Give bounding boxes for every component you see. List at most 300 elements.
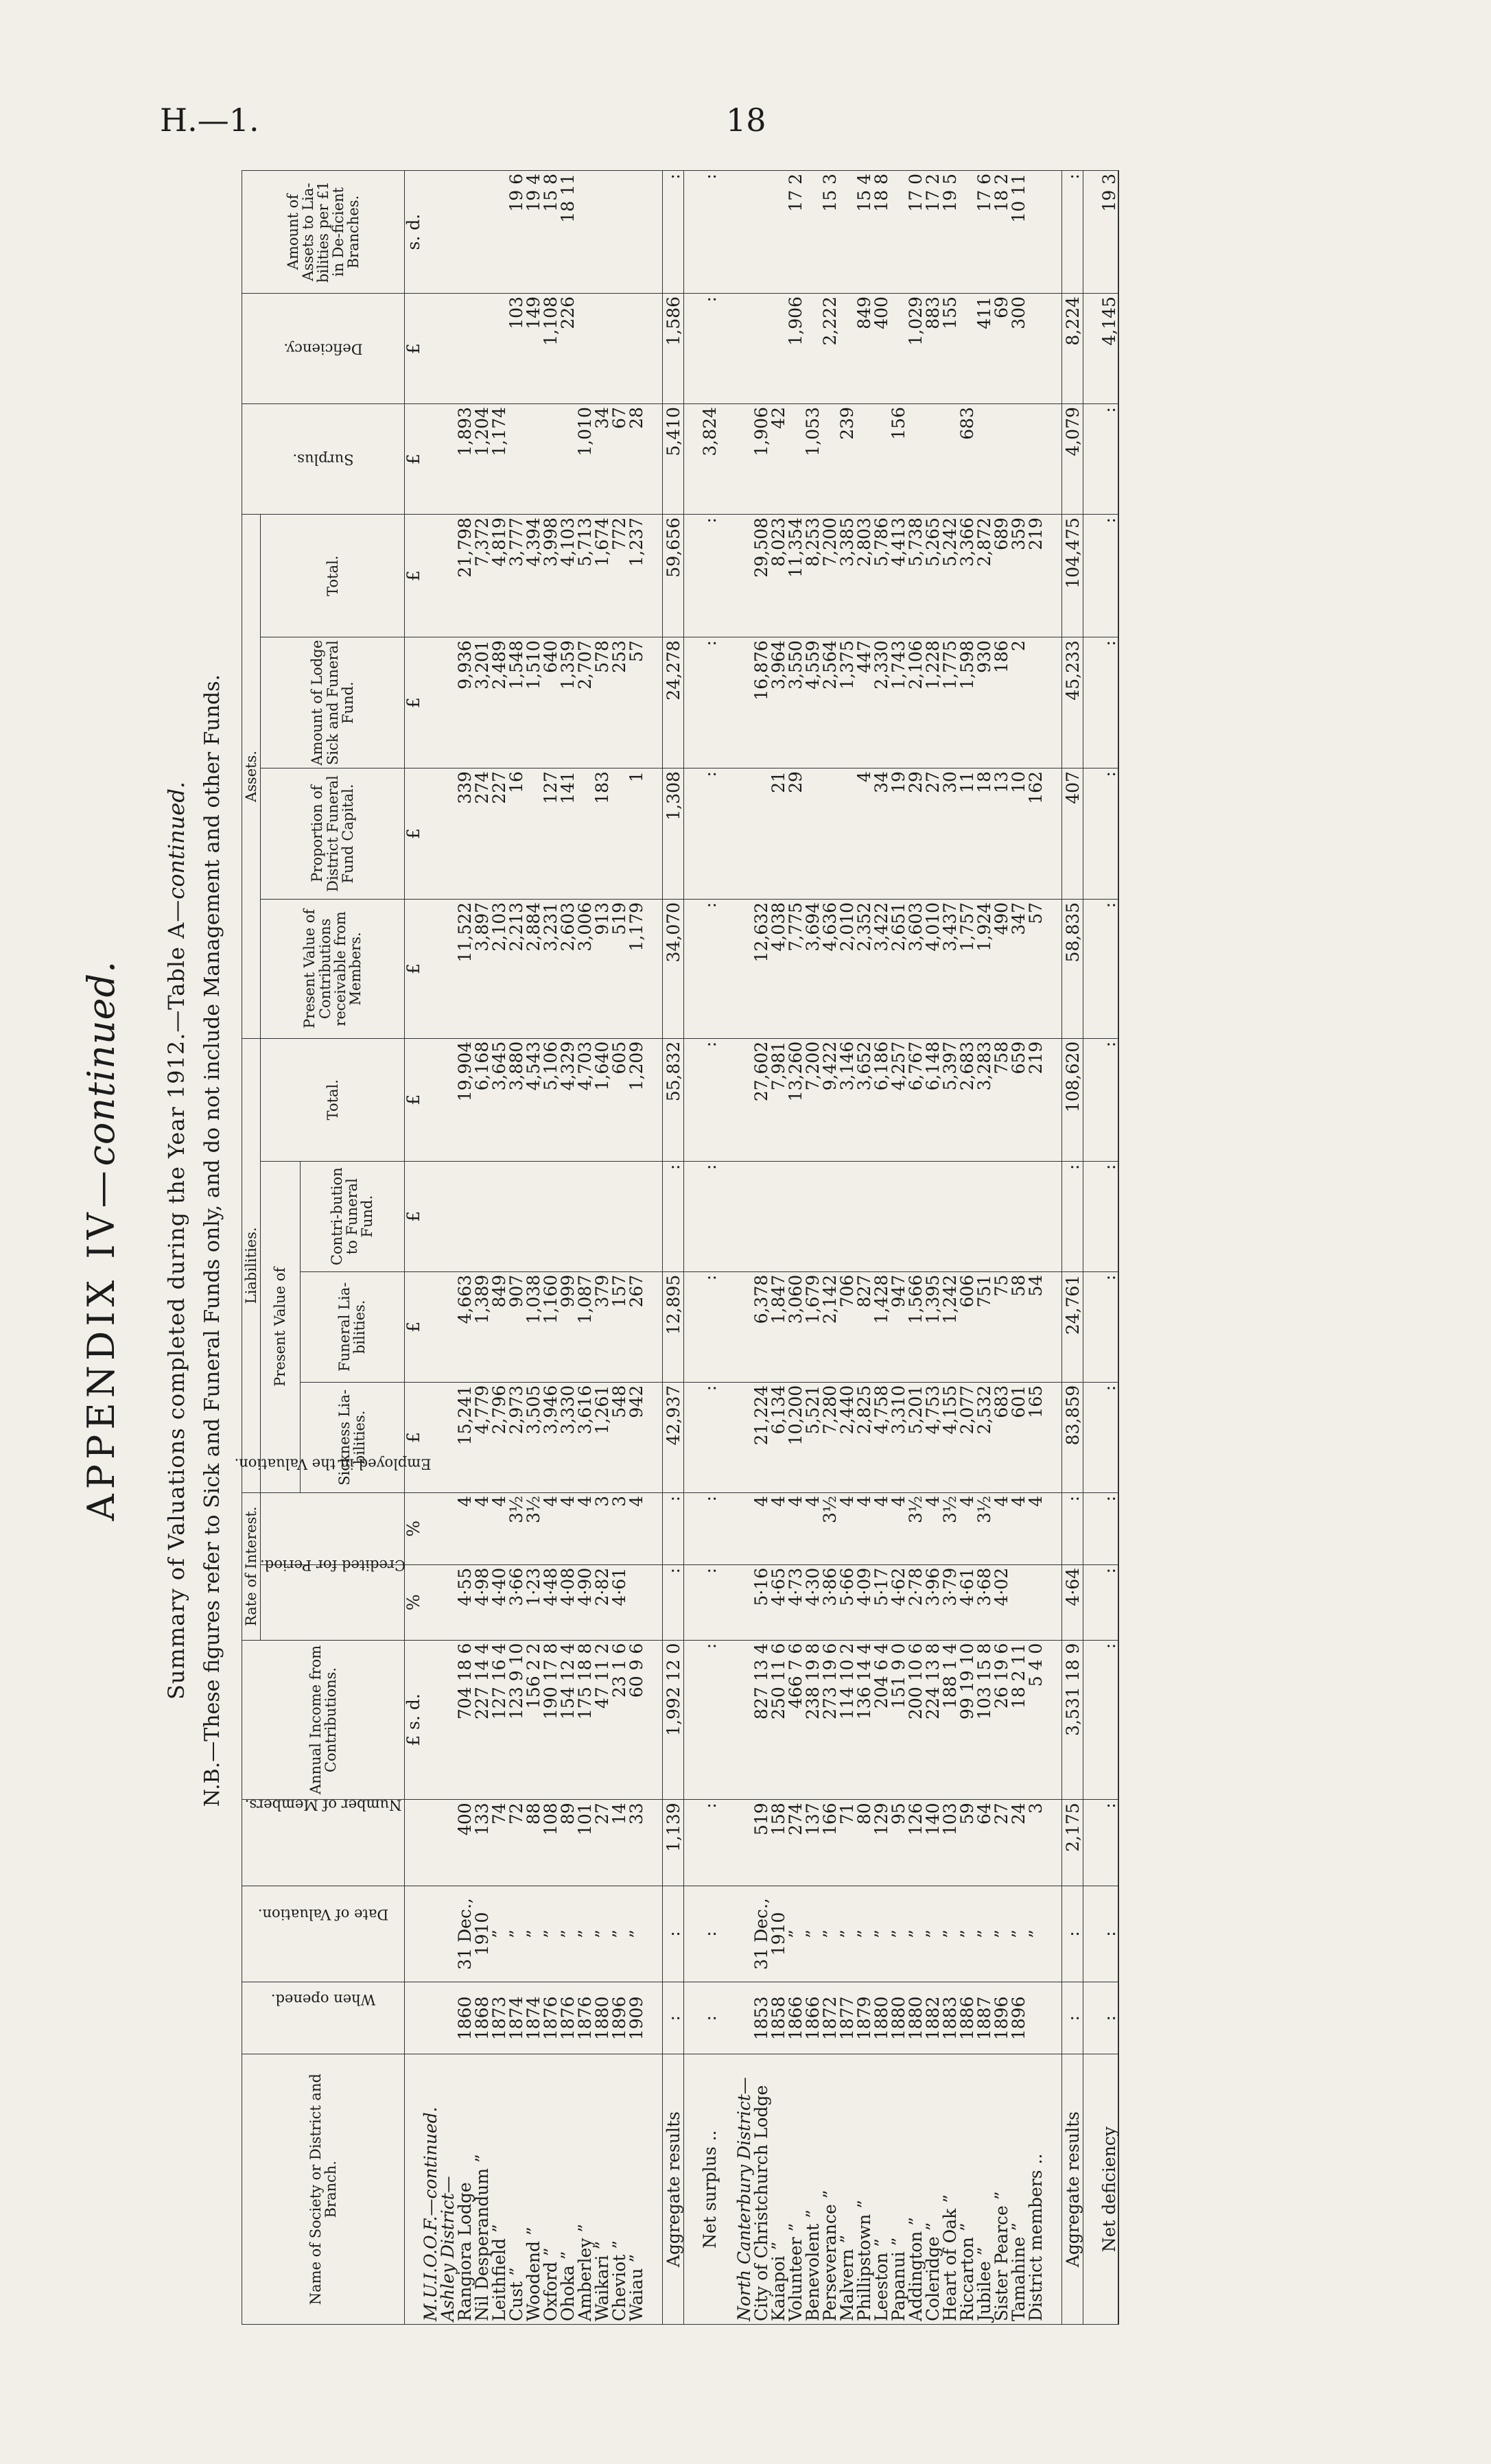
cell-assets-total: 1,674 — [594, 515, 611, 637]
cell-liab-total: 2,683 — [959, 1038, 976, 1161]
cell-members: 1,139 — [663, 1800, 684, 1886]
cell-district-funeral: 407 — [1062, 768, 1083, 900]
cell-contribution — [628, 1161, 645, 1271]
cell-employed — [684, 1492, 702, 1564]
cell-funeral: 1,038 — [525, 1271, 542, 1382]
cell-employed: 3 — [611, 1492, 628, 1564]
cell-assets-total: 359 — [1010, 515, 1027, 637]
cell-opened: : — [701, 1982, 718, 2054]
cell-surplus: 1,906 — [753, 404, 770, 515]
cell-district-funeral: 10 — [1010, 768, 1027, 900]
cell-district-funeral: 127 — [542, 768, 559, 900]
cell-contribution — [611, 1161, 628, 1271]
cell-pv-contrib: 3,231 — [542, 899, 559, 1038]
cell-name: Riccarton ” — [959, 2054, 976, 2325]
cell-name: Woodend ” — [525, 2054, 542, 2325]
table-row — [873, 171, 890, 2325]
unit-cell: % — [405, 1492, 423, 1564]
cell-name: Nil Desperandum ” — [473, 2054, 491, 2325]
cell-employed: 3 — [594, 1492, 611, 1564]
cell-income — [684, 1640, 702, 1800]
cell-surplus — [1044, 404, 1062, 515]
cell-assets-total: 5,265 — [924, 515, 941, 637]
cell-lodge-funds: : — [701, 637, 718, 768]
cell-employed: 3½ — [821, 1492, 838, 1564]
cell-ratio — [1027, 171, 1044, 294]
cell-members — [718, 1800, 736, 1886]
appendix-title-continued: continued. — [80, 960, 123, 1166]
cell-contribution — [753, 1161, 770, 1271]
cell-ratio — [959, 171, 976, 294]
cell-contribution — [684, 1161, 702, 1271]
cell-funeral — [736, 1271, 753, 1382]
cell-pv-contrib: 11,522 — [456, 899, 473, 1038]
cell-income: 1,992 12 0 — [663, 1640, 684, 1800]
cell-surplus — [976, 404, 993, 515]
header-rate: Rate of Interest. — [242, 1492, 261, 1640]
header-employed: Employed in the Valuation. — [261, 1492, 405, 1564]
unit-cell: £ — [405, 899, 423, 1038]
cell-liab-total — [718, 1038, 736, 1161]
table-row — [645, 171, 663, 2325]
cell-valdate: ” — [804, 1886, 821, 1982]
cell-district-funeral — [1044, 768, 1062, 900]
table-row — [684, 171, 702, 2325]
cell-assets-total: 59,656 — [663, 515, 684, 637]
cell-lodge-funds: 2,106 — [907, 637, 924, 768]
unit-cell — [405, 1800, 423, 1886]
cell-name — [1083, 2054, 1101, 2325]
cell-assets-total: 2,803 — [856, 515, 873, 637]
cell-liab-total — [736, 1038, 753, 1161]
cell-funeral: 6,378 — [753, 1271, 770, 1382]
cell-sickness: 5,201 — [907, 1382, 924, 1492]
cell-contribution — [736, 1161, 753, 1271]
cell-income: 114 10 2 — [838, 1640, 856, 1800]
cell-employed: : — [1101, 1492, 1118, 1564]
cell-surplus: : — [1101, 404, 1118, 515]
cell-name: Coleridge ” — [924, 2054, 941, 2325]
cell-deficiency: 1,029 — [907, 294, 924, 404]
cell-surplus — [542, 404, 559, 515]
cell-members: 71 — [838, 1800, 856, 1886]
cell-opened: 1874 — [525, 1982, 542, 2054]
cell-liab-total: 7,200 — [804, 1038, 821, 1161]
cell-deficiency — [456, 294, 473, 404]
cell-name: Cheviot ” — [611, 2054, 628, 2325]
rotated-table-page — [82, 156, 1427, 2325]
cell-employed: 3½ — [907, 1492, 924, 1564]
cell-pv-contrib: 57 — [1027, 899, 1044, 1038]
cell-employed — [1044, 1492, 1062, 1564]
cell-sickness — [439, 1382, 456, 1492]
cell-surplus: 1,174 — [491, 404, 508, 515]
cell-funeral — [1083, 1271, 1101, 1382]
cell-funeral: 1,087 — [576, 1271, 594, 1382]
cell-deficiency — [1083, 294, 1101, 404]
cell-employed: 4 — [856, 1492, 873, 1564]
cell-district-funeral — [838, 768, 856, 900]
cell-district-funeral — [821, 768, 838, 900]
cell-funeral: 706 — [838, 1271, 856, 1382]
cell-income: 151 9 0 — [890, 1640, 907, 1800]
cell-sickness: 7,280 — [821, 1382, 838, 1492]
cell-credited: 2·78 — [907, 1564, 924, 1640]
cell-ratio: 19 5 — [941, 171, 959, 294]
table-row — [559, 171, 576, 2325]
table-row — [736, 171, 753, 2325]
cell-ratio: 18 8 — [873, 171, 890, 294]
cell-credited: 3·66 — [508, 1564, 525, 1640]
cell-contribution: : — [701, 1161, 718, 1271]
cell-income — [1083, 1640, 1101, 1800]
cell-sickness: 165 — [1027, 1382, 1044, 1492]
table-row — [611, 171, 628, 2325]
cell-lodge-funds — [684, 637, 702, 768]
cell-name: District members .. — [1027, 2054, 1044, 2325]
unit-cell: £ — [405, 404, 423, 515]
table-note: N.B.—These figures refer to Sick and Funeral Funds only, and do not include Management and other Funds. — [200, 674, 224, 1807]
cell-ratio: : — [663, 171, 684, 294]
cell-income: 18 2 11 — [1010, 1640, 1027, 1800]
cell-surplus: 1,010 — [576, 404, 594, 515]
cell-opened — [1083, 1982, 1101, 2054]
header-liab-total: Total. — [261, 1038, 405, 1161]
valuation-table — [234, 170, 1120, 2325]
cell-opened: 1882 — [924, 1982, 941, 2054]
cell-name — [1044, 2054, 1062, 2325]
table-row — [594, 171, 611, 2325]
cell-employed — [736, 1492, 753, 1564]
cell-valdate: ” — [976, 1886, 993, 1982]
cell-district-funeral: 27 — [924, 768, 941, 900]
cell-deficiency — [645, 294, 663, 404]
cell-liab-total — [1083, 1038, 1101, 1161]
cell-contribution — [718, 1161, 736, 1271]
cell-members: 101 — [576, 1800, 594, 1886]
cell-liab-total: 108,620 — [1062, 1038, 1083, 1161]
unit-cell — [405, 1982, 423, 2054]
cell-deficiency: 300 — [1010, 294, 1027, 404]
cell-lodge-funds — [645, 637, 663, 768]
cell-pv-contrib: 2,010 — [838, 899, 856, 1038]
cell-opened: 1880 — [890, 1982, 907, 2054]
cell-pv-contrib — [439, 899, 456, 1038]
cell-lodge-funds: 3,201 — [473, 637, 491, 768]
unit-cell: £ — [405, 1271, 423, 1382]
cell-pv-contrib: : — [1101, 899, 1118, 1038]
cell-assets-total: 3,998 — [542, 515, 559, 637]
cell-surplus — [907, 404, 924, 515]
cell-assets-total: 29,508 — [753, 515, 770, 637]
cell-district-funeral — [736, 768, 753, 900]
cell-lodge-funds — [1083, 637, 1101, 768]
cell-lodge-funds: 640 — [542, 637, 559, 768]
cell-members: 33 — [628, 1800, 645, 1886]
cell-funeral: 1,566 — [907, 1271, 924, 1382]
cell-income: 190 17 8 — [542, 1640, 559, 1800]
cell-valdate — [718, 1886, 736, 1982]
cell-contribution — [924, 1161, 941, 1271]
header-assets: Assets. — [242, 515, 261, 1039]
cell-pv-contrib: 3,422 — [873, 899, 890, 1038]
cell-valdate — [1044, 1886, 1062, 1982]
cell-opened: 1860 — [456, 1982, 473, 2054]
cell-deficiency: 149 — [525, 294, 542, 404]
cell-valdate — [736, 1886, 753, 1982]
cell-sickness: 548 — [611, 1382, 628, 1492]
cell-assets-total: 2,872 — [976, 515, 993, 637]
cell-assets-total: 3,385 — [838, 515, 856, 637]
cell-assets-total: 11,354 — [787, 515, 804, 637]
cell-deficiency: 155 — [941, 294, 959, 404]
cell-pv-contrib — [1083, 899, 1101, 1038]
cell-lodge-funds: 930 — [976, 637, 993, 768]
cell-income — [422, 1640, 439, 1800]
cell-employed — [1083, 1492, 1101, 1564]
cell-opened — [736, 1982, 753, 2054]
cell-income: 238 19 8 — [804, 1640, 821, 1800]
cell-opened — [718, 1982, 736, 2054]
cell-assets-total: 1,237 — [628, 515, 645, 637]
cell-ratio: 17 2 — [787, 171, 804, 294]
appendix-title — [80, 156, 123, 2325]
cell-assets-total: 219 — [1027, 515, 1044, 637]
cell-name: Malvern ” — [838, 2054, 856, 2325]
cell-district-funeral: 274 — [473, 768, 491, 900]
cell-name: Rangiora Lodge — [456, 2054, 473, 2325]
cell-employed: 4 — [770, 1492, 787, 1564]
cell-contribution — [804, 1161, 821, 1271]
header-valuation-date: Date of Valuation. — [242, 1886, 405, 1982]
cell-funeral: 3,060 — [787, 1271, 804, 1382]
cell-members: 108 — [542, 1800, 559, 1886]
cell-surplus: 1,204 — [473, 404, 491, 515]
cell-valdate: ” — [628, 1886, 645, 1982]
cell-contribution — [456, 1161, 473, 1271]
cell-deficiency — [770, 294, 787, 404]
cell-income — [736, 1640, 753, 1800]
cell-employed: 4 — [628, 1492, 645, 1564]
header-contribution: Contri-bution to Funeral Fund. — [300, 1161, 404, 1271]
table-row — [508, 171, 525, 2325]
cell-valdate: ” — [508, 1886, 525, 1982]
cell-employed — [439, 1492, 456, 1564]
cell-assets-total: 7,372 — [473, 515, 491, 637]
cell-contribution — [907, 1161, 924, 1271]
cell-sickness: : — [701, 1382, 718, 1492]
table-row — [804, 171, 821, 2325]
cell-pv-contrib: 7,775 — [787, 899, 804, 1038]
cell-pv-contrib: 2,884 — [525, 899, 542, 1038]
cell-district-funeral: 183 — [594, 768, 611, 900]
cell-members — [422, 1800, 439, 1886]
header-ratio: Amount of Assets to Lia-bilities per £1 in De-ficient Branches. — [242, 171, 405, 294]
cell-ratio — [594, 171, 611, 294]
cell-credited: 1·23 — [525, 1564, 542, 1640]
cell-sickness — [645, 1382, 663, 1492]
cell-valdate: ” — [1027, 1886, 1044, 1982]
cell-deficiency: 411 — [976, 294, 993, 404]
cell-funeral: 1,160 — [542, 1271, 559, 1382]
cell-sickness: 2,532 — [976, 1382, 993, 1492]
cell-sickness: 1,261 — [594, 1382, 611, 1492]
cell-members: 64 — [976, 1800, 993, 1886]
cell-contribution — [1010, 1161, 1027, 1271]
table-row — [838, 171, 856, 2325]
cell-district-funeral: : — [701, 768, 718, 900]
cell-liab-total — [439, 1038, 456, 1161]
cell-deficiency: 1,906 — [787, 294, 804, 404]
cell-credited — [645, 1564, 663, 1640]
cell-pv-contrib: 1,179 — [628, 899, 645, 1038]
cell-assets-total — [1083, 515, 1101, 637]
cell-surplus: 5,410 — [663, 404, 684, 515]
cell-credited: : — [1101, 1564, 1118, 1640]
cell-district-funeral: 16 — [508, 768, 525, 900]
cell-assets-total — [1044, 515, 1062, 637]
header-deficiency: Deficiency. — [242, 294, 405, 404]
cell-credited — [684, 1564, 702, 1640]
cell-members: 133 — [473, 1800, 491, 1886]
cell-assets-total: 8,253 — [804, 515, 821, 637]
cell-opened — [645, 1982, 663, 2054]
table-row — [1010, 171, 1027, 2325]
cell-funeral — [1044, 1271, 1062, 1382]
cell-sickness: 21,224 — [753, 1382, 770, 1492]
cell-sickness: 4,779 — [473, 1382, 491, 1492]
cell-ratio — [645, 171, 663, 294]
cell-employed: 4 — [993, 1492, 1010, 1564]
cell-surplus: 28 — [628, 404, 645, 515]
cell-district-funeral: 29 — [787, 768, 804, 900]
table-row — [1101, 171, 1118, 2325]
cell-deficiency: 226 — [559, 294, 576, 404]
cell-funeral — [645, 1271, 663, 1382]
cell-ratio — [628, 171, 645, 294]
table-row — [628, 171, 645, 2325]
cell-liab-total: 6,186 — [873, 1038, 890, 1161]
cell-income: 156 2 2 — [525, 1640, 542, 1800]
cell-income: 3,531 18 9 — [1062, 1640, 1083, 1800]
cell-opened: 1879 — [856, 1982, 873, 2054]
cell-funeral: 157 — [611, 1271, 628, 1382]
cell-name: Leeston ” — [873, 2054, 890, 2325]
cell-assets-total: : — [1101, 515, 1118, 637]
cell-credited — [628, 1564, 645, 1640]
cell-valdate: ” — [594, 1886, 611, 1982]
table-row — [770, 171, 787, 2325]
cell-sickness: 2,440 — [838, 1382, 856, 1492]
cell-pv-contrib: 3,897 — [473, 899, 491, 1038]
cell-contribution — [770, 1161, 787, 1271]
cell-funeral: 606 — [959, 1271, 976, 1382]
cell-funeral: 1,679 — [804, 1271, 821, 1382]
cell-deficiency — [491, 294, 508, 404]
cell-lodge-funds: 1,548 — [508, 637, 525, 768]
cell-assets-total — [422, 515, 439, 637]
cell-ratio — [456, 171, 473, 294]
cell-pv-contrib: 490 — [993, 899, 1010, 1038]
cell-ratio — [576, 171, 594, 294]
cell-credited: 4·48 — [542, 1564, 559, 1640]
cell-opened: 1886 — [959, 1982, 976, 2054]
cell-pv-contrib: 4,010 — [924, 899, 941, 1038]
cell-income: 26 19 6 — [993, 1640, 1010, 1800]
cell-valdate: ” — [491, 1886, 508, 1982]
cell-liab-total: 27,602 — [753, 1038, 770, 1161]
cell-opened: 1896 — [993, 1982, 1010, 2054]
cell-district-funeral: 21 — [770, 768, 787, 900]
cell-liab-total: 4,257 — [890, 1038, 907, 1161]
cell-members: 140 — [924, 1800, 941, 1886]
table-row — [663, 171, 684, 2325]
cell-pv-contrib — [718, 899, 736, 1038]
cell-assets-total: 5,242 — [941, 515, 959, 637]
cell-ratio: 18 11 — [559, 171, 576, 294]
cell-members: 103 — [941, 1800, 959, 1886]
cell-deficiency — [1027, 294, 1044, 404]
cell-surplus — [1027, 404, 1044, 515]
unit-cell: £ — [405, 768, 423, 900]
cell-pv-contrib: : — [701, 899, 718, 1038]
cell-lodge-funds: 57 — [628, 637, 645, 768]
unit-cell: £ — [405, 294, 423, 404]
cell-funeral — [422, 1271, 439, 1382]
cell-credited: 4·65 — [770, 1564, 787, 1640]
cell-name: Addington ” — [907, 2054, 924, 2325]
cell-liab-total: 758 — [993, 1038, 1010, 1161]
cell-lodge-funds: 2,707 — [576, 637, 594, 768]
table-row — [976, 171, 993, 2325]
cell-district-funeral: 11 — [959, 768, 976, 900]
cell-funeral: : — [1101, 1271, 1118, 1382]
unit-cell: £ — [405, 515, 423, 637]
cell-name: City of Christchurch Lodge — [753, 2054, 770, 2325]
cell-deficiency — [473, 294, 491, 404]
cell-sickness: 2,973 — [508, 1382, 525, 1492]
cell-assets-total: 3,366 — [959, 515, 976, 637]
cell-contribution — [838, 1161, 856, 1271]
cell-surplus: 1,893 — [456, 404, 473, 515]
cell-ratio: 19 3 — [1101, 171, 1118, 294]
cell-credited: 4·30 — [804, 1564, 821, 1640]
cell-ratio: 17 2 — [924, 171, 941, 294]
cell-credited: 4·09 — [856, 1564, 873, 1640]
cell-lodge-funds: 1,743 — [890, 637, 907, 768]
cell-members: 88 — [525, 1800, 542, 1886]
cell-credited: 4·62 — [890, 1564, 907, 1640]
cell-district-funeral: 1 — [628, 768, 645, 900]
cell-surplus: 42 — [770, 404, 787, 515]
cell-credited: 3·79 — [941, 1564, 959, 1640]
cell-sickness: 4,155 — [941, 1382, 959, 1492]
cell-deficiency: 849 — [856, 294, 873, 404]
cell-members: 59 — [959, 1800, 976, 1886]
cell-name: Ashley District— — [439, 2054, 456, 2325]
cell-funeral: 1,389 — [473, 1271, 491, 1382]
table-body — [405, 171, 1119, 2325]
cell-income: 127 16 4 — [491, 1640, 508, 1800]
cell-deficiency: 883 — [924, 294, 941, 404]
cell-ratio: 18 2 — [993, 171, 1010, 294]
table-subtitle-main: Summary of Valuations completed during the Year 1912.—Table A— — [163, 899, 189, 1700]
cell-employed: 3½ — [941, 1492, 959, 1564]
cell-pv-contrib: 34,070 — [663, 899, 684, 1038]
cell-liab-total: 4,329 — [559, 1038, 576, 1161]
cell-deficiency: : — [701, 294, 718, 404]
cell-members — [439, 1800, 456, 1886]
